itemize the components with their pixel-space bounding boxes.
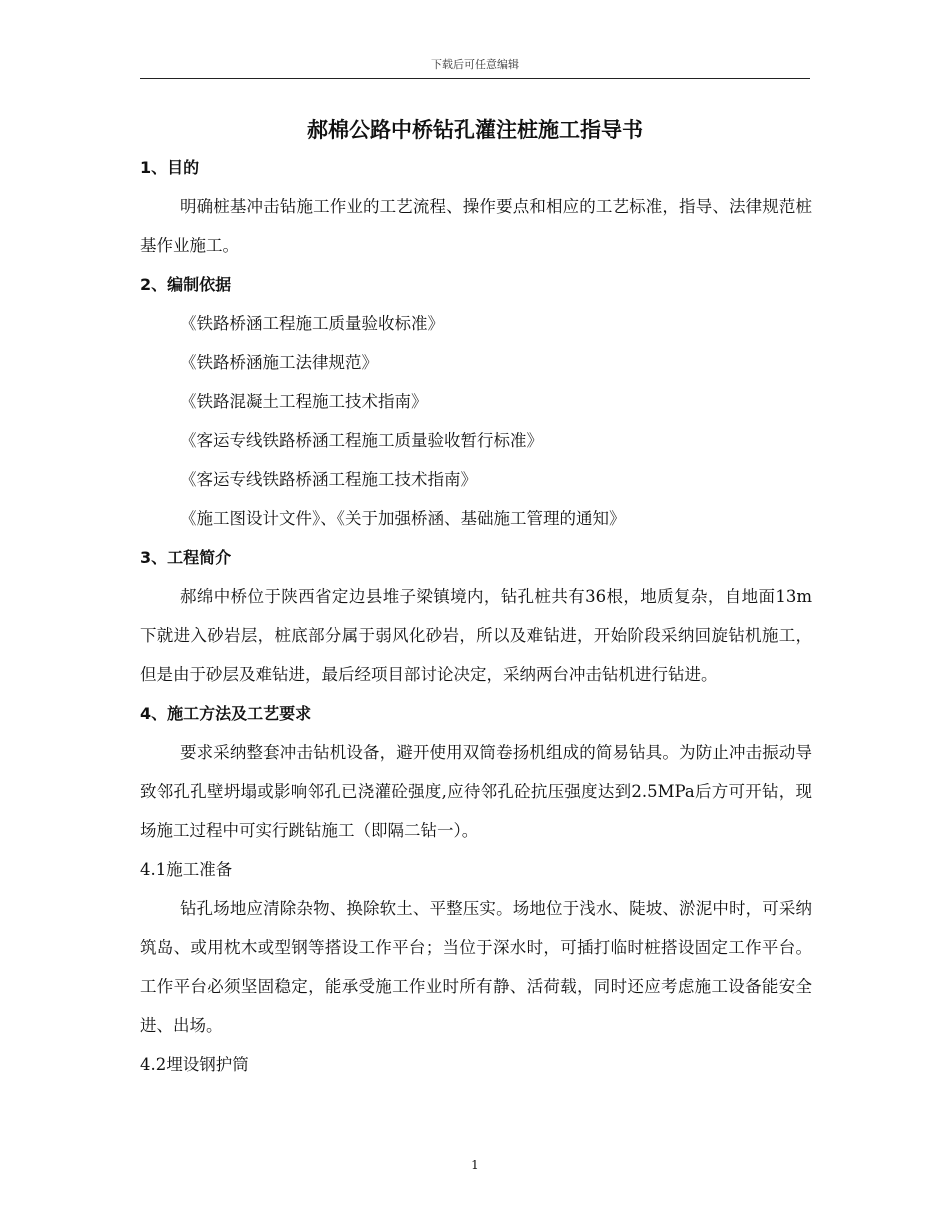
section-1-heading: 1、目的	[140, 158, 200, 177]
reference-item: 《施工图设计文件》、《关于加强桥涵、基础施工管理的通知》	[180, 509, 626, 528]
section-3-paragraph: 郝绵中桥位于陕西省定边县堆子梁镇境内，钻孔桩共有36根，地质复杂，自地面13m下就进入砂岩层，桩底部分属于弱风化砂岩，所以及难钻进，开始阶段采纳回旋钻机施工，但是由于砂层及难钻进，最后经项目部讨论决定，采纳两台冲击钻机进行钻进。	[140, 587, 812, 684]
document-title: 郝棉公路中桥钻孔灌注桩施工指导书	[307, 118, 643, 142]
reference-item: 《铁路桥涵工程施工质量验收标准》	[180, 314, 444, 333]
reference-item: 《铁路混凝土工程施工技术指南》	[180, 392, 428, 411]
section-1-paragraph: 明确桩基冲击钻施工作业的工艺流程、操作要点和相应的工艺标准，指导、法律规范桩基作业施工。	[140, 197, 812, 255]
document-body	[140, 148, 812, 1084]
reference-item: 《客运专线铁路桥涵工程施工质量验收暂行标准》	[180, 431, 543, 450]
section-4-heading: 4、施工方法及工艺要求	[140, 704, 312, 723]
subsection-4-1-heading: 4.1施工准备	[140, 860, 233, 879]
reference-item: 《客运专线铁路桥涵工程施工技术指南》	[180, 470, 477, 489]
header-rule	[140, 78, 810, 79]
section-4-paragraph: 要求采纳整套冲击钻机设备，避开使用双筒卷扬机组成的简易钻具。为防止冲击振动导致邻孔孔壁坍塌或影响邻孔已浇灌砼强度,应待邻孔砼抗压强度达到2.5MPa后方可开钻，现场施工过程中可实行跳钻施工（即隔二钻一）。	[140, 743, 812, 840]
subsection-4-2-heading: 4.2埋设钢护筒	[140, 1055, 249, 1074]
subsection-4-1-paragraph: 钻孔场地应清除杂物、换除软土、平整压实。场地位于浅水、陡坡、淤泥中时，可采纳筑岛、或用枕木或型钢等搭设工作平台；当位于深水时，可插打临时桩搭设固定工作平台。工作平台必须坚固稳定，能承受施工作业时所有静、活荷载，同时还应考虑施工设备能安全进、出场。	[140, 899, 812, 1035]
header-note: 下载后可任意编辑	[431, 58, 519, 71]
section-2-heading: 2、编制依据	[140, 275, 232, 294]
reference-item: 《铁路桥涵施工法律规范》	[180, 353, 378, 372]
page-number: 1	[471, 1158, 479, 1172]
section-3-heading: 3、工程简介	[140, 548, 232, 567]
